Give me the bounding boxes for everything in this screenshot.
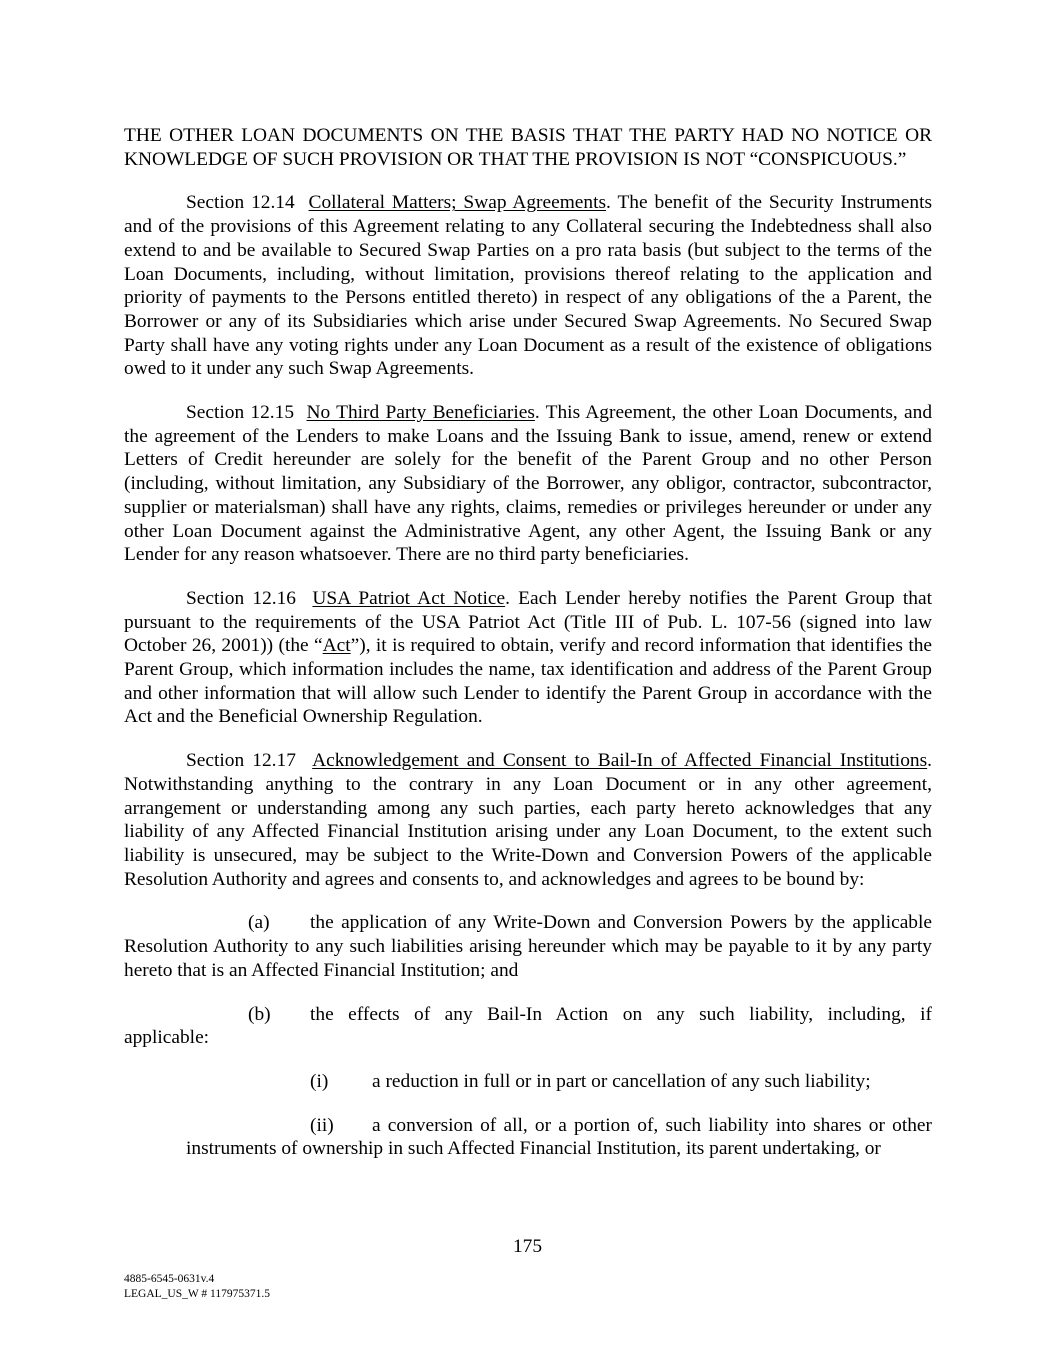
clause-text: the effects of any Bail-In Action on any such liability, including, if <box>310 1003 932 1025</box>
section-body-part2: ”), it is required to obtain, verify and record information that identifies the Parent Group, which information includes the name, tax identification and address of the Parent Group and other information that will allow such Lender to identify the Parent Group in accordance with the Act and the Beneficial Ownership Regulation. <box>124 635 933 728</box>
clause-text: a conversion of all, or a portion of, such liability into shares or other instruments of ownership in such Affected Financial Institution, its parent undertaking, or <box>186 1114 932 1160</box>
clause-b-continuation <box>124 1026 932 1050</box>
section-title: USA Patriot Act Notice <box>312 587 506 609</box>
section-12-16 <box>124 587 932 729</box>
clause-i <box>310 1070 932 1094</box>
clause-b <box>124 1003 932 1027</box>
opening-text: THE OTHER LOAN DOCUMENTS ON THE BASIS THAT THE PARTY HAD NO NOTICE OR KNOWLEDGE OF SUCH PROVISION OR THAT THE PROVISION IS NOT “CONSPICUOUS.” <box>124 125 932 170</box>
opening-paragraph <box>124 124 932 171</box>
clause-text: a reduction in full or in part or cancellation of any such liability; <box>372 1070 871 1092</box>
section-number: Section 12.15 <box>186 402 295 424</box>
clause-label: (ii) <box>310 1114 334 1136</box>
section-12-15 <box>124 401 932 567</box>
section-title: Acknowledgement and Consent to Bail-In of Affected Financial Institutions <box>312 750 928 772</box>
section-body: . This Agreement, the other Loan Documents, and the agreement of the Lenders to make Loans and the Issuing Bank to issue, amend, renew or extend Letters of Credit hereunder are solely for the benefit of the Parent Group and no other Person (including, without limitation, any Subsidiary of the Borrower, any obligor, contractor, subcontractor, supplier or materialsman) shall have any rights, claims, remedies or privileges hereunder or under any other Loan Document against the Administrative Agent, any other Agent, the Issuing Bank or any Lender for any reason whatsoever. There are no third party beneficiaries. <box>124 402 933 566</box>
clause-ii <box>186 1114 932 1161</box>
section-12-14 <box>124 191 932 381</box>
section-title: Collateral Matters; Swap Agreements <box>308 192 607 214</box>
section-body: . Notwithstanding anything to the contrary in any Loan Document or in any other agreement, arrangement or understanding among any such parties, each party hereto acknowledges that any liability of any Affected Financial Institution arising under any Loan Document, to the extent such liability is unsecured, may be subject to the Write-Down and Conversion Powers of the applicable Resolution Authority and agrees and consents to, and acknowledges and agrees to be bound by: <box>124 750 932 890</box>
document-body <box>124 124 932 1181</box>
footer-doc-id: 4885-6545-0631v.4 <box>124 1273 215 1285</box>
clause-text: the application of any Write-Down and Conversion Powers by the applicable Resolution Authority to any such liabilities arising hereunder which may be payable to it by any party hereto that is an Affected Financial Institution; and <box>124 912 932 981</box>
document-footer <box>124 1272 270 1302</box>
section-number: Section 12.14 <box>186 192 295 214</box>
clause-a <box>124 911 932 982</box>
clause-label: (i) <box>310 1070 329 1092</box>
section-body-part1: . Each Lender hereby notifies the Parent Group that pursuant to the requirements of the USA Patriot Act (Title III of Pub. L. 107-56 (signed into law October 26, 2001)) (the “ <box>124 587 932 657</box>
clause-label: (a) <box>248 912 270 934</box>
section-number: Section 12.17 <box>186 750 296 772</box>
page-number: 175 <box>512 1236 543 1257</box>
clause-text-cont: applicable: <box>124 1027 210 1049</box>
section-12-17 <box>124 749 932 891</box>
defined-term-act: Act <box>322 635 351 657</box>
section-number: Section 12.16 <box>186 587 296 609</box>
section-body: . The benefit of the Security Instruments and of the provisions of this Agreement relating to any Collateral securing the Indebtedness shall also extend to and be available to Secured Swap Parties on a pro rata basis (but subject to the terms of the Loan Documents, including, without limitation, provisions thereof relating to the application and priority of payments to the Persons entitled thereto) in respect of any obligations of the a Parent, the Borrower or any of its Subsidiaries which arise under Secured Swap Agreements. No Secured Swap Party shall have any voting rights under any Loan Document as a result of the existence of obligations owed to it under any such Swap Agreements. <box>124 192 932 380</box>
footer-legal-id: LEGAL_US_W # 117975371.5 <box>124 1288 270 1300</box>
section-title: No Third Party Beneficiaries <box>306 402 535 424</box>
clause-label: (b) <box>248 1003 271 1025</box>
